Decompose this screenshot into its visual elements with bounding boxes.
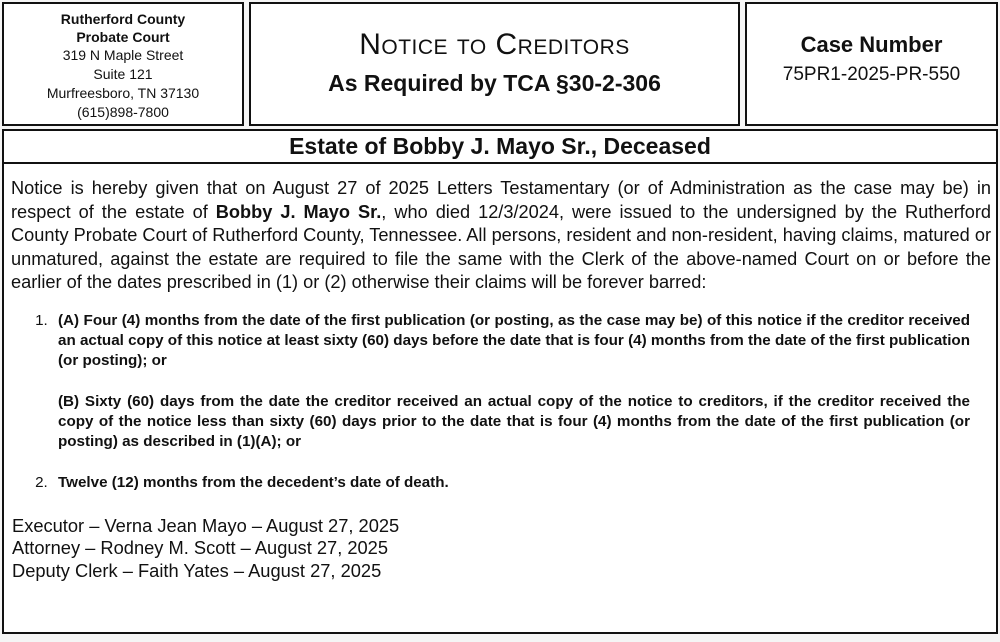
signers-block — [12, 515, 996, 583]
estate-title: Estate of Bobby J. Mayo Sr., Deceased — [4, 131, 996, 164]
signer-attorney: Attorney – Rodney M. Scott – August 27, 2025 — [12, 537, 389, 558]
notice-title: Notice to Creditors — [359, 28, 630, 61]
notice-body-box — [2, 129, 998, 634]
deadline-2: 2. Twelve (12) months from the decedent’s date of death. — [58, 473, 449, 491]
intro-text-end: , who died 12/3/2024, were issued to the undersigned by the Rutherford County Probate Court of Rutherford County, Tennessee. All persons, resident and non-resident, having claims, matured or unmatured, against the estate are required to file the same with the Clerk of the above-named Court on or before the earlier of the dates prescribed in (1) or (2) otherwise their claims will be forever barred: — [11, 201, 991, 292]
deadline-1b: (B) Sixty (60) days from the date the creditor received an actual copy of the notice to creditors, if the creditor received the copy of the notice less than sixty (60) days prior to the date that is four (4) months from the date of the first publication (or posting) as described in (1)(A); or — [58, 392, 970, 450]
case-number-box — [745, 2, 998, 126]
signer-executor: Executor – Verna Jean Mayo – August 27, 2025 — [12, 514, 400, 536]
court-info-box — [2, 2, 244, 126]
intro-paragraph — [11, 177, 991, 295]
court-street: 319 N Maple Street — [62, 47, 184, 63]
decedent-name: Bobby J. Mayo Sr. — [215, 201, 382, 222]
notice-title-box — [249, 2, 740, 126]
court-phone: (615)898-7800 — [77, 104, 169, 120]
claim-deadline-list — [4, 311, 970, 493]
court-name-line2: Probate Court — [76, 29, 170, 45]
notice-subtitle: As Required by TCA §30-2-306 — [328, 70, 661, 96]
list-item — [52, 473, 970, 493]
court-suite: Suite 121 — [93, 66, 153, 82]
case-number-label: Case Number — [800, 32, 943, 57]
intro-text-start: Notice is hereby given that on August 27 of 2025 Letters Testamentary (or of Administration as the case may be) in respect of the estate of — [11, 178, 991, 222]
court-city: Murfreesboro, TN 37130 — [46, 85, 200, 101]
list-item — [52, 311, 970, 452]
case-number-value: 75PR1-2025-PR-550 — [782, 64, 961, 85]
signer-deputy-clerk: Deputy Clerk – Faith Yates – August 27, 2025 — [12, 559, 382, 581]
deadline-1a: 1. (A) Four (4) months from the date of the first publication (or posting, as the case may be) of this notice if the creditor received an actual copy of this notice at least sixty (60) days before the date that is four (4) months from the date of the first publication (or posting); or — [58, 311, 970, 369]
court-name-line1: Rutherford County — [60, 11, 186, 27]
